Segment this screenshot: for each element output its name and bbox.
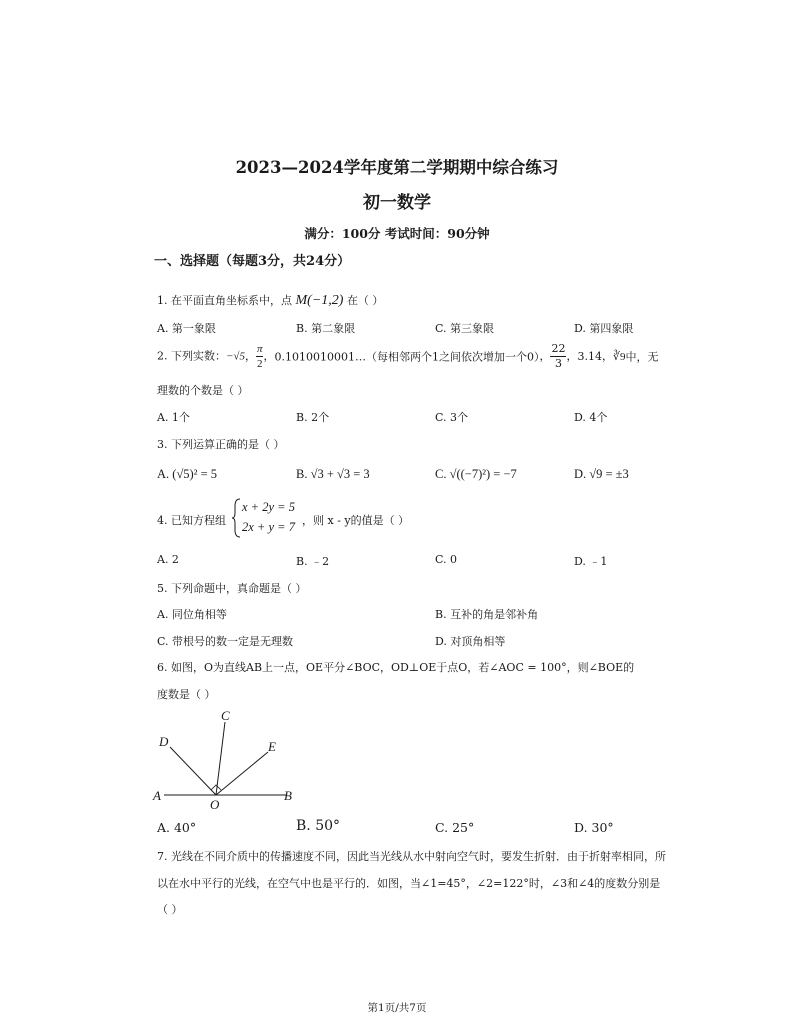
q2-item-decimal: 0.1010010001…（每相邻两个1之间依次增加一个0） xyxy=(274,350,540,364)
exam-meta: 满分：100分 考试时间：90分钟 xyxy=(304,226,490,241)
question-5-stem: 5. 下列命题中，真命题是（ ） xyxy=(157,582,307,595)
q2-item-neg-root5: −√5 xyxy=(226,350,245,363)
q5-option-d: D. 对顶角相等 xyxy=(435,635,506,648)
q3-option-b: B. √3 + √3 = 3 xyxy=(296,467,370,481)
q2-option-c: C. 3个 xyxy=(435,411,469,424)
q4-option-a: A. 2 xyxy=(157,553,179,566)
section-heading-choice: 一、选择题（每题3分，共24分） xyxy=(154,254,351,269)
question-3-stem: 3. 下列运算正确的是（ ） xyxy=(157,438,285,451)
q2-tail: 中，无 xyxy=(625,350,659,364)
figure-label-d: D xyxy=(159,734,169,749)
question-2-stem: 2. 下列实数：−√5， $\frac{\pi}{2}$ ，0.1010010001…（每相邻两个1之间依次增加一个0）， $\frac{22}{3}$ ，3.14，∛9中，无 xyxy=(157,342,659,370)
exam-title: 2023—2024学年度第二学期期中综合练习 xyxy=(235,158,559,177)
question-6-line1: 6. 如图，O为直线AB上一点，OE平分∠BOC，OD⊥OE于点O，若∠AOC = 100°，则∠BOE的 xyxy=(157,661,635,674)
q4-option-b: B. ﹣2 xyxy=(296,555,330,568)
q4-option-c: C. 0 xyxy=(435,553,458,566)
q4-suffix: ，则 x - y的值是（ ） xyxy=(302,514,410,527)
q5-option-a: A. 同位角相等 xyxy=(157,608,227,621)
right-angle-mark-icon xyxy=(211,785,221,790)
question-1-stem xyxy=(157,292,383,309)
q2-option-d: D. 4个 xyxy=(574,411,608,424)
q2-lead: 2. 下列实数： xyxy=(157,349,226,363)
figure-label-e: E xyxy=(268,739,276,754)
ray-od xyxy=(170,747,216,795)
q1-option-a: A. 第一象限 xyxy=(157,322,216,335)
figure-label-o: O xyxy=(210,797,220,812)
subject-title: 初一数学 xyxy=(363,193,431,213)
q6-option-b: B. 50° xyxy=(296,818,341,834)
question-7-line1: 7. 光线在不同介质中的传播速度不同，因此当光线从水中射向空气时，要发生折射．由于折射率相同，所 xyxy=(157,850,666,863)
q1-prefix: 1. 在平面直角坐标系中，点 xyxy=(157,294,292,307)
q2-option-a: A. 1个 xyxy=(157,411,190,424)
q4-equation-2: 2x + y = 7 xyxy=(242,520,295,534)
q4-option-d: D. ﹣1 xyxy=(574,555,608,568)
q2-item-pi-half: $\frac{\pi}{2}$ xyxy=(256,343,263,370)
q2-option-b: B. 2个 xyxy=(296,411,330,424)
q1-option-b: B. 第二象限 xyxy=(296,322,356,335)
figure-label-c: C xyxy=(221,708,230,723)
figure-label-a: A xyxy=(153,788,161,803)
q4-equation-1: x + 2y = 5 xyxy=(242,500,295,514)
q5-option-b: B. 互补的角是邻补角 xyxy=(435,608,539,621)
question-6-line2: 度数是（ ） xyxy=(157,688,216,701)
q3-option-d: D. √9 = ±3 xyxy=(574,467,629,481)
q1-point: M(−1,2) xyxy=(295,293,344,308)
q1-option-c: C. 第三象限 xyxy=(435,322,495,335)
q2-item-314: 3.14 xyxy=(577,350,602,363)
question-7-line3: （ ） xyxy=(157,903,183,916)
page-footer: 第1页/共7页 xyxy=(367,1002,427,1014)
q1-option-d: D. 第四象限 xyxy=(574,322,634,335)
q3-option-c: C. √((−7)²) = −7 xyxy=(435,467,517,481)
q4-prefix: 4. 已知方程组 xyxy=(157,514,226,527)
figure-label-b: B xyxy=(284,788,292,803)
q5-option-c: C. 带根号的数一定是无理数 xyxy=(157,635,294,648)
ray-oc xyxy=(216,722,225,795)
q6-angle-figure xyxy=(150,702,300,814)
q6-option-a: A. 40° xyxy=(157,820,197,835)
q6-option-c: C. 25° xyxy=(435,820,475,835)
ray-oe xyxy=(216,752,268,795)
q3-option-a: A. (√5)² = 5 xyxy=(157,467,218,481)
q2-item-22-over-3: $\frac{22}{3}$ xyxy=(551,342,566,370)
q4-brace-icon xyxy=(232,498,242,538)
q1-suffix: 在（ ） xyxy=(346,294,384,307)
question-7-line2: 以在水中平行的光线，在空气中也是平行的．如图，当∠1=45°，∠2=122°时，∠3和∠4的度数分别是 xyxy=(157,877,661,890)
q2-item-cbrt9: ∛9 xyxy=(612,351,626,363)
question-2-line2: 理数的个数是（ ） xyxy=(157,384,249,397)
q6-option-d: D. 30° xyxy=(574,820,614,835)
